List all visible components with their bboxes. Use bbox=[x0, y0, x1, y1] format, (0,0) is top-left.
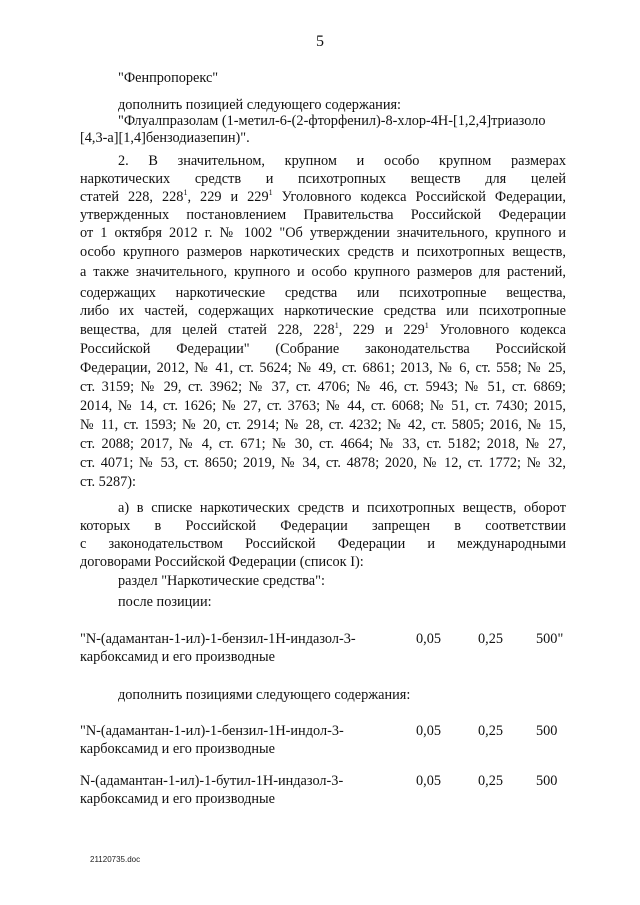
value-large: 0,25 bbox=[478, 631, 504, 647]
text-line: Федерации, 2012, № 41, ст. 5624; № 49, ст. 6861; 2013, № 6, ст. 558; № 25, bbox=[80, 360, 566, 376]
substance-name: карбоксамид и его производные bbox=[80, 649, 275, 665]
text-line: ст. 2088; 2017, № 4, ст. 671; № 30, ст. 4664; № 33, ст. 5182; 2018, № 27, bbox=[80, 436, 566, 452]
text-line: [4,3-а][1,4]бензодиазепин)". bbox=[80, 130, 250, 146]
text-line: наркотических средств и психотропных веществ для целей bbox=[80, 171, 566, 187]
text-line: 2. В значительном, крупном и особо крупном размерах bbox=[118, 153, 566, 169]
value-very-large: 500 bbox=[536, 723, 558, 739]
text-line: особо крупного размеров наркотических средств и психотропных веществ, bbox=[80, 244, 566, 260]
text-line: которых в Российской Федерации запрещен в соответствии bbox=[80, 518, 566, 534]
text-line: ст. 4071; № 53, ст. 8650; 2019, № 34, ст. 4878; 2020, № 12, ст. 1772; № 32, bbox=[80, 455, 566, 471]
text-line: вещества, для целей статей 228, $228^1$, 229 и $229^1$ Уголовного кодекса bbox=[80, 321, 566, 338]
text-line: утвержденных постановлением Правительства Российской Федерации bbox=[80, 207, 566, 223]
text-line: дополнить позицией следующего содержания: bbox=[118, 97, 402, 113]
text-line: "Фенпропорекс" bbox=[118, 70, 219, 86]
substance-name: карбоксамид и его производные bbox=[80, 791, 275, 807]
value-very-large: 500 bbox=[536, 773, 558, 789]
text-line: а также значительного, крупного и особо крупного размеров для растений, bbox=[80, 264, 566, 280]
text-line: с законодательством Российской Федерации и международными bbox=[80, 536, 566, 552]
value-large: 0,25 bbox=[478, 723, 504, 739]
substance-name: карбоксамид и его производные bbox=[80, 741, 275, 757]
value-significant: 0,05 bbox=[416, 773, 442, 789]
text-line: а) в списке наркотических средств и психотропных веществ, оборот bbox=[118, 500, 566, 516]
text-line: после позиции: bbox=[118, 594, 212, 610]
value-significant: 0,05 bbox=[416, 631, 442, 647]
text-line: 2014, № 14, ст. 1626; № 27, ст. 3763; № 44, ст. 6068; № 51, ст. 7430; 2015, bbox=[80, 398, 566, 414]
substance-name: "N-(адамантан-1-ил)-1-бензил-1Н-индазол-3- bbox=[80, 631, 356, 647]
substance-name: "N-(адамантан-1-ил)-1-бензил-1Н-индол-3- bbox=[80, 723, 344, 739]
text-line: либо их частей, содержащих наркотические средства или психотропные bbox=[80, 303, 566, 319]
text-line: Российской Федерации" (Собрание законодательства Российской bbox=[80, 341, 566, 357]
value-large: 0,25 bbox=[478, 773, 504, 789]
page-number: 5 bbox=[316, 33, 324, 50]
substance-name: N-(адамантан-1-ил)-1-бутил-1Н-индазол-3- bbox=[80, 773, 344, 789]
text-line: статей 228, $228^1$, 229 и $229^1$ Уголовного кодекса Российской Федерации, bbox=[80, 188, 567, 205]
text-line: договорами Российской Федерации (список I): bbox=[80, 554, 364, 570]
value-very-large: 500" bbox=[536, 631, 564, 647]
text-line: содержащих наркотические средства или психотропные вещества, bbox=[80, 285, 566, 301]
value-significant: 0,05 bbox=[416, 723, 442, 739]
text-line: раздел "Наркотические средства": bbox=[118, 573, 325, 589]
document-footer: 21120735.doc bbox=[90, 855, 141, 864]
text-line: "Флуалпразолам (1-метил-6-(2-фторфенил)-8-хлор-4Н-[1,2,4]триазоло bbox=[118, 113, 546, 129]
text-line: ст. 3159; № 29, ст. 3962; № 37, ст. 4706; № 46, ст. 5943; № 51, ст. 6869; bbox=[80, 379, 566, 395]
text-line: № 11, ст. 1593; № 20, ст. 2914; № 28, ст. 4232; № 42, ст. 5805; 2016, № 15, bbox=[80, 417, 566, 433]
text-line: от 1 октября 2012 г. № 1002 "Об утверждении значительного, крупного и bbox=[80, 225, 566, 241]
text-line: дополнить позициями следующего содержания: bbox=[118, 687, 411, 703]
text-line: ст. 5287): bbox=[80, 474, 136, 490]
